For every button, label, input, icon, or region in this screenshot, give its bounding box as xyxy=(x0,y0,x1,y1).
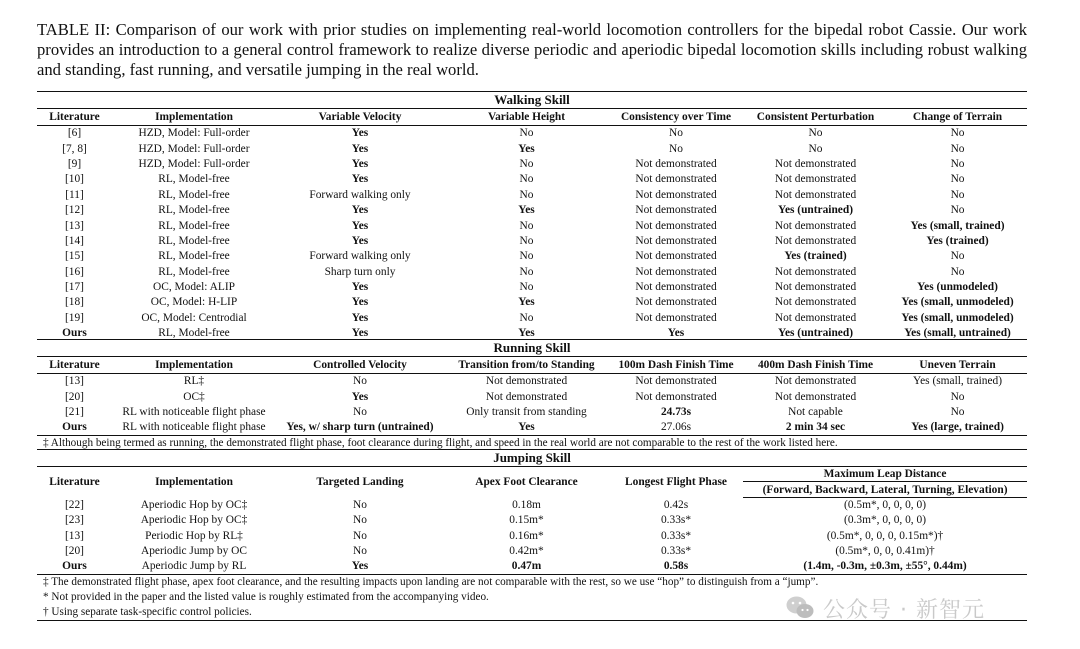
table-cell: No xyxy=(950,204,965,217)
table-cell: Not demonstrated xyxy=(635,234,717,247)
table-cell: Not demonstrated xyxy=(635,281,717,294)
table-cell: RL, Model-free xyxy=(158,188,230,201)
table-cell: Not demonstrated xyxy=(635,157,717,170)
table-cell: 0.42s xyxy=(663,498,689,511)
table-cell: OC, Model: Centrodial xyxy=(141,311,247,324)
table-cell: Yes xyxy=(518,296,535,309)
walking-skill-table xyxy=(37,91,1027,341)
table-cell: No xyxy=(519,127,534,140)
table-cell: Not demonstrated xyxy=(774,157,857,170)
walking-header-6: Change of Terrain xyxy=(888,109,1027,126)
table-cell: Not demonstrated xyxy=(635,311,717,324)
table-cell: [10] xyxy=(65,173,84,186)
table-cell: No xyxy=(519,265,534,278)
table-cell: Ours xyxy=(37,420,112,435)
table-row xyxy=(37,249,1027,264)
walking-header-5: Consistent Perturbation xyxy=(743,109,888,126)
table-cell: Yes xyxy=(351,204,369,217)
table-cell: No xyxy=(353,405,367,418)
table-cell: Yes (large, trained) xyxy=(888,420,1027,435)
table-cell: Yes (small, unmodeled) xyxy=(901,311,1014,324)
table-cell: 0.15m* xyxy=(509,514,544,527)
walking-header-4: Consistency over Time xyxy=(609,109,743,126)
table-row xyxy=(37,420,1027,435)
table-caption: TABLE II: Comparison of our work with prior studies on implementing real-world locomotion controllers for the bipedal robot Cassie. Our work provides an introduction to a general control framework to realize diverse periodic and aperiodic bipedal locomotion skills including robust walking and standing, fast running, and versatile jumping in the real world. xyxy=(37,20,1027,79)
table-cell: No xyxy=(353,529,367,542)
table-cell: Periodic Hop by RL‡ xyxy=(145,529,243,542)
table-cell: No xyxy=(519,234,534,247)
table-cell: Aperiodic Hop by OC‡ xyxy=(140,514,248,527)
table-cell: Not capable xyxy=(788,405,843,418)
table-cell: Not demonstrated xyxy=(485,390,568,403)
table-cell: Yes (untrained) xyxy=(778,327,853,340)
table-cell: No xyxy=(808,142,823,155)
table-cell: Yes (small, trained) xyxy=(910,219,1005,232)
table-cell: [17] xyxy=(65,281,84,294)
table-cell: 0.42m* xyxy=(509,545,544,558)
walking-table-body xyxy=(37,126,1027,341)
table-cell: 0.33s* xyxy=(660,545,692,558)
table-row xyxy=(37,141,1027,156)
walking-header-2: Variable Velocity xyxy=(276,109,444,126)
table-cell: [12] xyxy=(65,204,84,217)
table-cell: Not demonstrated xyxy=(485,375,568,388)
table-cell: Yes xyxy=(351,311,369,324)
table-cell: [15] xyxy=(65,250,84,263)
running-header-0: Literature xyxy=(37,357,112,374)
table-cell: No xyxy=(950,250,965,263)
walking-header-1: Implementation xyxy=(112,109,276,126)
table-cell: Not demonstrated xyxy=(774,188,857,201)
table-cell: No xyxy=(519,311,534,324)
jumping-skill-title: Jumping Skill xyxy=(37,450,1027,467)
table-cell: Forward walking only xyxy=(309,188,411,201)
running-header-4: 100m Dash Finish Time xyxy=(609,357,743,374)
table-cell: Yes xyxy=(351,296,369,309)
table-cell: OC‡ xyxy=(183,390,205,403)
jumping-footnote-2: * Not provided in the paper and the listed value is roughly estimated from the accompanying video. xyxy=(43,591,489,604)
table-cell: Not demonstrated xyxy=(635,390,717,403)
watermark xyxy=(785,590,1060,626)
table-cell: Not demonstrated xyxy=(774,265,857,278)
table-cell: HZD, Model: Full-order xyxy=(138,127,250,140)
table-cell: [13] xyxy=(65,529,84,542)
table-cell: No xyxy=(950,127,965,140)
table-cell: [19] xyxy=(65,311,84,324)
table-cell: Yes xyxy=(444,420,609,435)
running-header-5: 400m Dash Finish Time xyxy=(743,357,888,374)
running-skill-title: Running Skill xyxy=(37,340,1027,357)
table-cell: Yes xyxy=(351,281,369,294)
table-cell: RL‡ xyxy=(183,375,205,388)
table-cell: (0.5m*, 0, 0, 0, 0.15m*)† xyxy=(826,529,944,542)
running-skill-table xyxy=(37,339,1027,450)
jumping-footnote-1: ‡ The demonstrated flight phase, apex foot clearance, and the resulting impacts upon landing are not comparable with the rest, so we use “hop” to distinguish from a “jump”. xyxy=(43,576,819,589)
table-cell: Yes (small, untrained) xyxy=(904,327,1011,340)
table-cell: No xyxy=(950,142,965,155)
table-row xyxy=(37,389,1027,404)
table-cell: [7, 8] xyxy=(62,142,87,155)
table-cell: 27.06s xyxy=(609,420,743,435)
table-cell: No xyxy=(808,127,823,140)
table-row xyxy=(37,310,1027,325)
table-row xyxy=(37,202,1027,217)
table-cell: [11] xyxy=(65,188,84,201)
table-cell: Sharp turn only xyxy=(324,265,396,278)
table-cell: [9] xyxy=(67,157,82,170)
jump-header-max-leap-distance: Maximum Leap Distance xyxy=(743,467,1027,482)
table-cell: Yes xyxy=(351,173,369,186)
table-cell: No xyxy=(950,157,965,170)
table-cell: HZD, Model: Full-order xyxy=(138,157,250,170)
table-cell: RL with noticeable flight phase xyxy=(122,405,266,418)
jump-subheader-directions: (Forward, Backward, Lateral, Turning, Elevation) xyxy=(743,482,1027,497)
table-cell: Yes xyxy=(351,157,369,170)
table-cell: Yes xyxy=(351,142,369,155)
table-cell: Not demonstrated xyxy=(635,375,717,388)
table-row xyxy=(37,172,1027,187)
table-row xyxy=(37,187,1027,202)
table-cell: Yes xyxy=(351,219,369,232)
table-cell: [13] xyxy=(65,375,84,388)
table-cell: RL, Model-free xyxy=(158,204,230,217)
table-row xyxy=(37,404,1027,419)
table-cell: Not demonstrated xyxy=(635,173,717,186)
table-cell: Not demonstrated xyxy=(774,234,857,247)
table-cell: [23] xyxy=(65,514,84,527)
table-cell: 0.33s* xyxy=(660,514,692,527)
table-cell: 0.18m xyxy=(512,498,541,511)
table-row xyxy=(37,295,1027,310)
table-cell: Yes xyxy=(351,127,369,140)
table-cell: RL with noticeable flight phase xyxy=(112,420,276,435)
table-cell: No xyxy=(519,281,534,294)
table-cell: Yes, w/ sharp turn (untrained) xyxy=(276,420,444,435)
table-cell: OC, Model: ALIP xyxy=(153,281,235,294)
table-cell: 0.33s* xyxy=(660,529,692,542)
table-cell: Yes (untrained) xyxy=(778,204,853,217)
table-cell: RL, Model-free xyxy=(158,250,230,263)
table-cell: No xyxy=(950,265,965,278)
table-row xyxy=(37,513,1027,528)
table-cell: No xyxy=(353,545,367,558)
table-cell: No xyxy=(669,142,683,155)
wechat-icon xyxy=(785,595,815,621)
table-cell: 0.58s xyxy=(609,559,743,574)
running-header-6: Uneven Terrain xyxy=(888,357,1027,374)
table-cell: HZD, Model: Full-order xyxy=(138,142,250,155)
table-cell: Not demonstrated xyxy=(774,375,857,388)
jump-header-literature: Literature xyxy=(37,467,112,498)
table-cell: RL, Model-free xyxy=(158,265,230,278)
table-cell: (0.5m*, 0, 0, 0.41m)† xyxy=(835,545,935,558)
table-cell: (0.5m*, 0, 0, 0, 0) xyxy=(844,499,926,512)
table-row xyxy=(37,374,1027,389)
table-cell: [13] xyxy=(65,219,84,232)
table-cell: 0.16m* xyxy=(509,529,544,542)
table-cell: 0.47m xyxy=(444,559,609,574)
table-cell: RL, Model-free xyxy=(158,234,230,247)
table-cell: [16] xyxy=(65,265,84,278)
table-cell: Yes xyxy=(351,327,369,340)
table-cell: Not demonstrated xyxy=(774,281,857,294)
table-cell: RL, Model-free xyxy=(158,173,230,186)
table-row xyxy=(37,528,1027,543)
table-row xyxy=(37,218,1027,233)
table-cell: [20] xyxy=(65,545,84,558)
table-cell: Not demonstrated xyxy=(774,219,857,232)
table-cell: 24.73s xyxy=(660,405,692,418)
table-cell: Not demonstrated xyxy=(635,188,717,201)
table-cell: Yes xyxy=(276,559,444,574)
table-cell: No xyxy=(950,405,965,418)
walking-header-0: Literature xyxy=(37,109,112,126)
table-cell: Not demonstrated xyxy=(635,296,717,309)
table-cell: No xyxy=(669,127,683,140)
jump-header-targeted-landing: Targeted Landing xyxy=(276,467,444,498)
table-cell: No xyxy=(950,188,965,201)
table-cell: RL, Model-free xyxy=(158,327,230,340)
table-cell: [18] xyxy=(65,296,84,309)
running-table-body xyxy=(37,374,1027,436)
table-cell: Yes (unmodeled) xyxy=(917,281,998,294)
table-cell: Ours xyxy=(37,559,112,574)
table-cell: Yes (trained) xyxy=(926,234,989,247)
table-cell: Forward walking only xyxy=(309,250,411,263)
table-cell: Yes xyxy=(351,234,369,247)
table-cell: (1.4m, -0.3m, ±0.3m, ±55°, 0.44m) xyxy=(743,559,1027,574)
table-cell: Yes xyxy=(518,327,535,340)
table-cell: Aperiodic Jump by RL xyxy=(112,559,276,574)
table-cell: Not demonstrated xyxy=(774,296,857,309)
table-cell: [20] xyxy=(65,390,84,403)
table-cell: Not demonstrated xyxy=(774,311,857,324)
table-row xyxy=(37,126,1027,141)
table-cell: [21] xyxy=(65,405,84,418)
watermark-text: 公众号 · 新智元 xyxy=(823,597,985,623)
running-header-row xyxy=(37,357,1027,374)
table-cell: Yes xyxy=(518,142,535,155)
jump-header-implementation: Implementation xyxy=(112,467,276,498)
table-cell: No xyxy=(519,173,534,186)
table-cell: Not demonstrated xyxy=(635,265,717,278)
table-cell: RL, Model-free xyxy=(158,219,230,232)
table-cell: [14] xyxy=(65,234,84,247)
running-header-2: Controlled Velocity xyxy=(276,357,444,374)
table-row xyxy=(37,279,1027,294)
jumping-footnote-3: † Using separate task-specific control policies. xyxy=(37,605,1027,620)
table-cell: No xyxy=(950,173,965,186)
table-cell: Yes xyxy=(667,327,685,340)
table-cell: No xyxy=(353,375,367,388)
table-cell: 2 min 34 sec xyxy=(743,420,888,435)
table-cell: No xyxy=(950,390,965,403)
running-header-3: Transition from/to Standing xyxy=(444,357,609,374)
table-cell: Aperiodic Hop by OC‡ xyxy=(140,498,248,511)
table-row xyxy=(37,497,1027,512)
jumping-table-body xyxy=(37,497,1027,574)
table-cell: Not demonstrated xyxy=(635,204,717,217)
table-cell: No xyxy=(519,219,534,232)
table-cell: [6] xyxy=(67,127,82,140)
table-cell: Not demonstrated xyxy=(774,173,857,186)
table-cell: OC, Model: H-LIP xyxy=(150,296,238,309)
table-row xyxy=(37,559,1027,574)
table-cell: Yes (small, unmodeled) xyxy=(901,296,1014,309)
table-cell: No xyxy=(353,498,367,511)
table-cell: No xyxy=(519,157,534,170)
table-cell: Yes (trained) xyxy=(784,250,847,263)
table-cell: Yes xyxy=(351,390,369,403)
running-footnote: ‡ Although being termed as running, the demonstrated flight phase, foot clearance during flight, and speed in the real world are not comparable to the rest of the work listed here. xyxy=(43,437,838,449)
table-cell: (0.3m*, 0, 0, 0, 0) xyxy=(844,514,926,527)
table-cell: Ours xyxy=(62,327,87,340)
jump-header-apex-foot-clearance: Apex Foot Clearance xyxy=(444,467,609,498)
table-row xyxy=(37,233,1027,248)
table-cell: Aperiodic Jump by OC xyxy=(141,545,247,558)
table-cell: Not demonstrated xyxy=(635,219,717,232)
walking-header-3: Variable Height xyxy=(444,109,609,126)
jump-header-longest-flight-phase: Longest Flight Phase xyxy=(609,467,743,498)
table-cell: No xyxy=(519,250,534,263)
table-cell: No xyxy=(353,514,367,527)
table-cell: No xyxy=(519,188,534,201)
table-cell: [22] xyxy=(65,498,84,511)
table-row xyxy=(37,264,1027,279)
table-cell: Only transit from standing xyxy=(466,405,587,418)
table-cell: Not demonstrated xyxy=(635,250,717,263)
table-row xyxy=(37,543,1027,558)
walking-skill-title: Walking Skill xyxy=(37,92,1027,109)
running-header-1: Implementation xyxy=(112,357,276,374)
table-row xyxy=(37,156,1027,171)
table-cell: Not demonstrated xyxy=(774,390,857,403)
table-cell: Yes xyxy=(518,204,535,217)
table-cell: Yes (small, trained) xyxy=(913,375,1003,388)
walking-header-row xyxy=(37,109,1027,126)
